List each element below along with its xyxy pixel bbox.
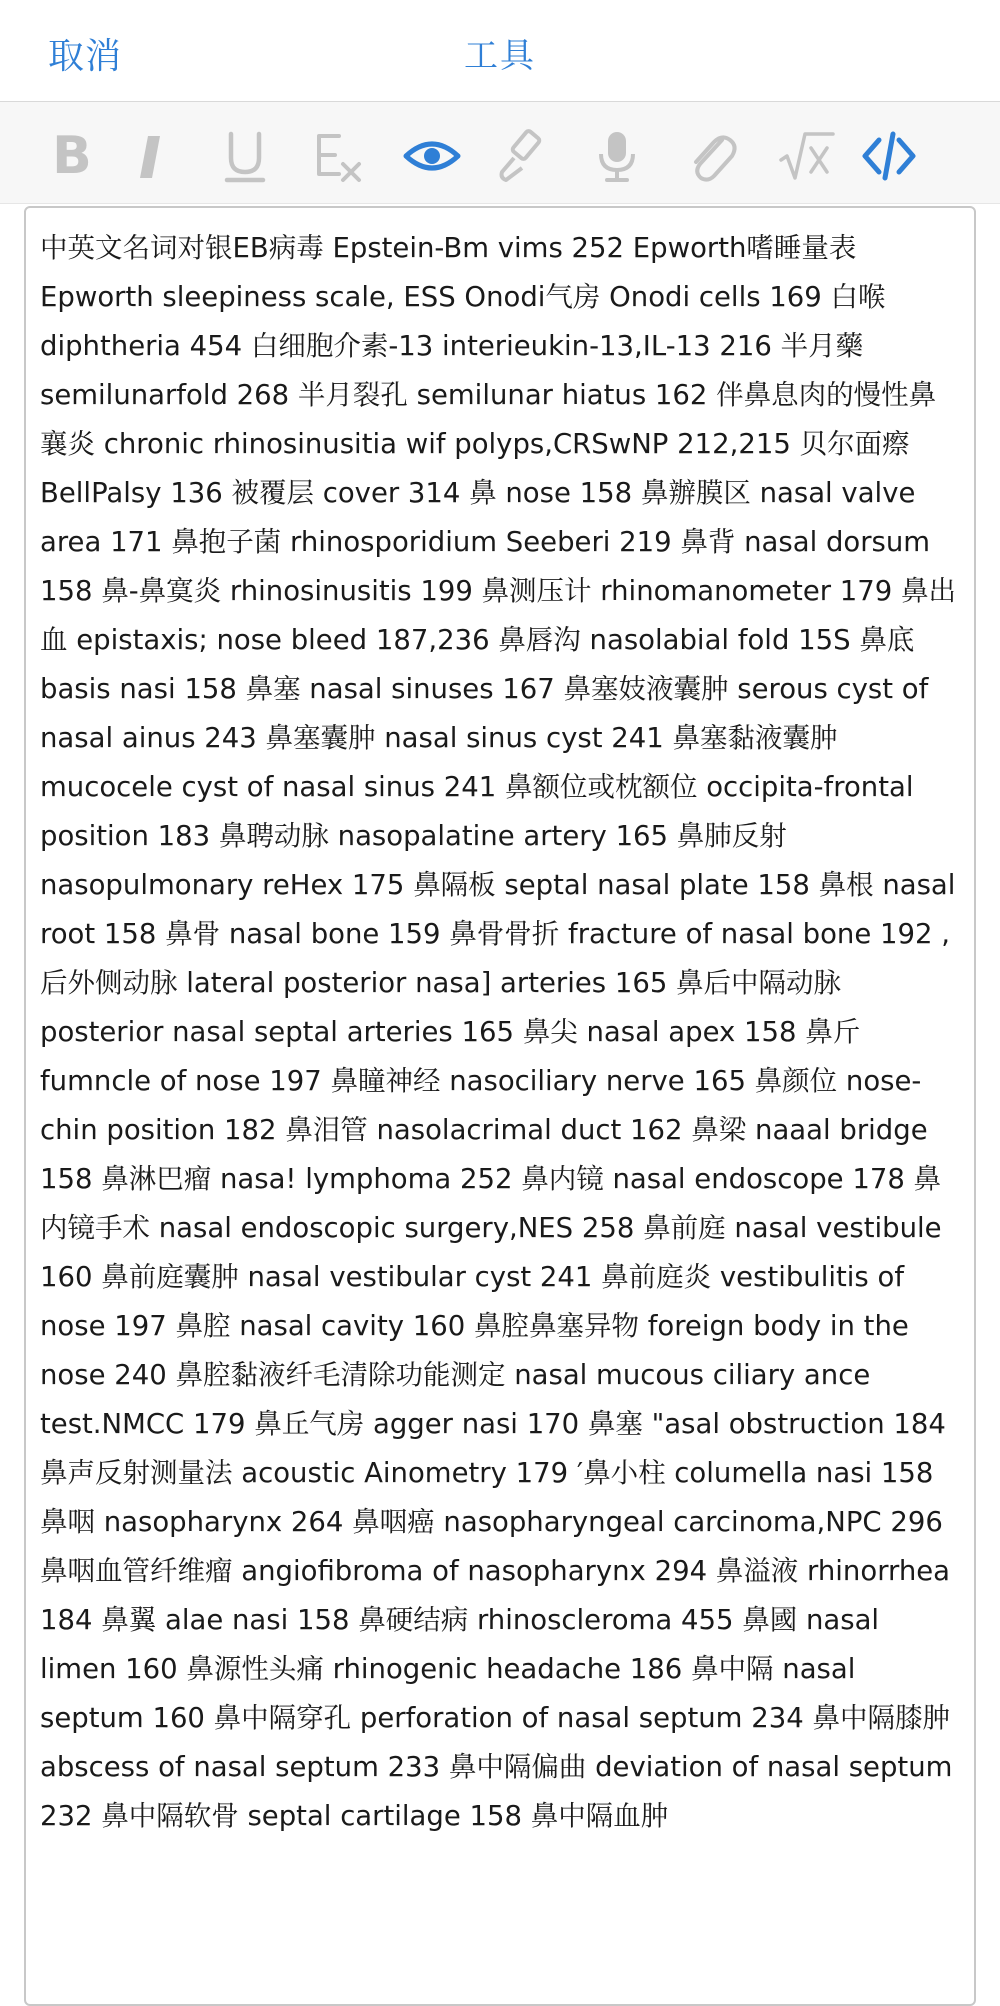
navigation-bar [0, 0, 1000, 102]
underline-icon [215, 126, 275, 186]
underline-button[interactable] [213, 124, 277, 188]
paperclip-icon [682, 126, 742, 186]
italic-button[interactable] [120, 124, 184, 188]
editor-content: 中英文名词对银EB病毒 Epstein-Bm vims 252 Epworth嗜睡量表 Epworth sleepiness scale, ESS Onodi气房 Onodi cells 169 白喉 diphtheria 454 白细胞介素-13 interieukin-13,IL-13 216 半月藥 semilunarfold 268 半月裂孔 semilunar hiatus 162 伴鼻息肉的慢性鼻襄炎 chronic rhinosinusitia wif polyps,CRSwNP 212,215 贝尔面瘵 BellPalsy 136 被覆层 cover 314 鼻 nose 158 鼻辦膜区 nasal valve area 171 鼻抱子菌 rhinosporidium Seeberi 219 鼻背 nasal dorsum 158 鼻-鼻寞炎 rhinosinusitis 199 鼻测压计 rhinomanometer 179 鼻出血 epistaxis; nose bleed 187,236 鼻唇沟 nasolabial fold 15S 鼻底 basis nasi 158 鼻塞 nasal sinuses 167 鼻塞妓液囊肿 serous cyst of nasal ainus 243 鼻塞囊肿 nasal sinus cyst 241 鼻塞黏液囊肿 mucocele cyst of nasal sinus 241 鼻额位或枕额位 occipita-frontal position 183 鼻聘动脉 nasopalatine artery 165 鼻肺反射 nasopulmonary reHex 175 鼻隔板 septal nasal plate 158 鼻根 nasal root 158 鼻骨 nasal bone 159 鼻骨骨折 fracture of nasal bone 192 ,后外侧动脉 lateral posterior nasa] arteries 165 鼻后中隔动脉 posterior nasal septal arteries 165 鼻尖 nasal apex 158 鼻斤 fumncle of nose 197 鼻瞳神经 nasociliary nerve 165 鼻颜位 nose-chin position 182 鼻泪管 nasolacrimal duct 162 鼻梁 naaal bridge 158 鼻淋巴瘤 nasa! lymphoma 252 鼻内镜 nasal endoscope 178 鼻内镜手术 nasal endoscopic surgery,NES 258 鼻前庭 nasal vestibule 160 鼻前庭囊肿 nasal vestibular cyst 241 鼻前庭炎 vestibulitis of nose 197 鼻腔 nasal cavity 160 鼻腔鼻塞异物 foreign body in the nose 240 鼻腔黏液纤毛清除功能测定 nasal mucous ciliary ance test.NMCC 179 鼻丘气房 agger nasi 170 鼻塞 "asal obstruction 184 鼻声反射测量法 acoustic Ainometry 179 ′鼻小柱 columella nasi 158 鼻咽 nasopharynx 264 鼻咽癌 nasopharyngeal carcinoma,NPC 296 鼻咽血管纤维瘤 angiofibroma of nasopharynx 294 鼻溢液 rhinorrhea 184 鼻翼 alae nasi 158 鼻硬结病 rhinoscleroma 455 鼻國 nasal limen 160 鼻源性头痛 rhinogenic headache 186 鼻中隔 nasal septum 160 鼻中隔穿孔 perforation of nasal septum 234 鼻中隔膝肿 abscess of nasal septum 233 鼻中隔偏曲 deviation of nasal septum 232 鼻中隔软骨 septal cartilage 158 鼻中隔血肿 [40, 232, 957, 1832]
bold-button[interactable] [40, 124, 104, 188]
format-painter-button[interactable] [490, 124, 554, 188]
clear-format-button[interactable] [305, 124, 369, 188]
preview-button[interactable] [400, 124, 464, 188]
svg-text:B: B [52, 126, 92, 186]
page-title: 工具 [464, 36, 536, 76]
formula-button[interactable] [775, 124, 839, 188]
bold-icon [42, 126, 102, 186]
attachment-button[interactable] [680, 124, 744, 188]
eye-icon [402, 126, 462, 186]
paint-brush-icon [492, 126, 552, 186]
source-code-button[interactable] [857, 124, 921, 188]
clear-format-icon [307, 126, 367, 186]
microphone-icon [587, 126, 647, 186]
formatting-toolbar [0, 102, 1000, 204]
editor-text-area[interactable] [24, 206, 976, 2006]
cancel-button[interactable]: 取消 [48, 36, 123, 77]
square-root-x-icon [777, 126, 837, 186]
code-icon [859, 126, 919, 186]
voice-input-button[interactable] [585, 124, 649, 188]
italic-icon [122, 126, 182, 186]
